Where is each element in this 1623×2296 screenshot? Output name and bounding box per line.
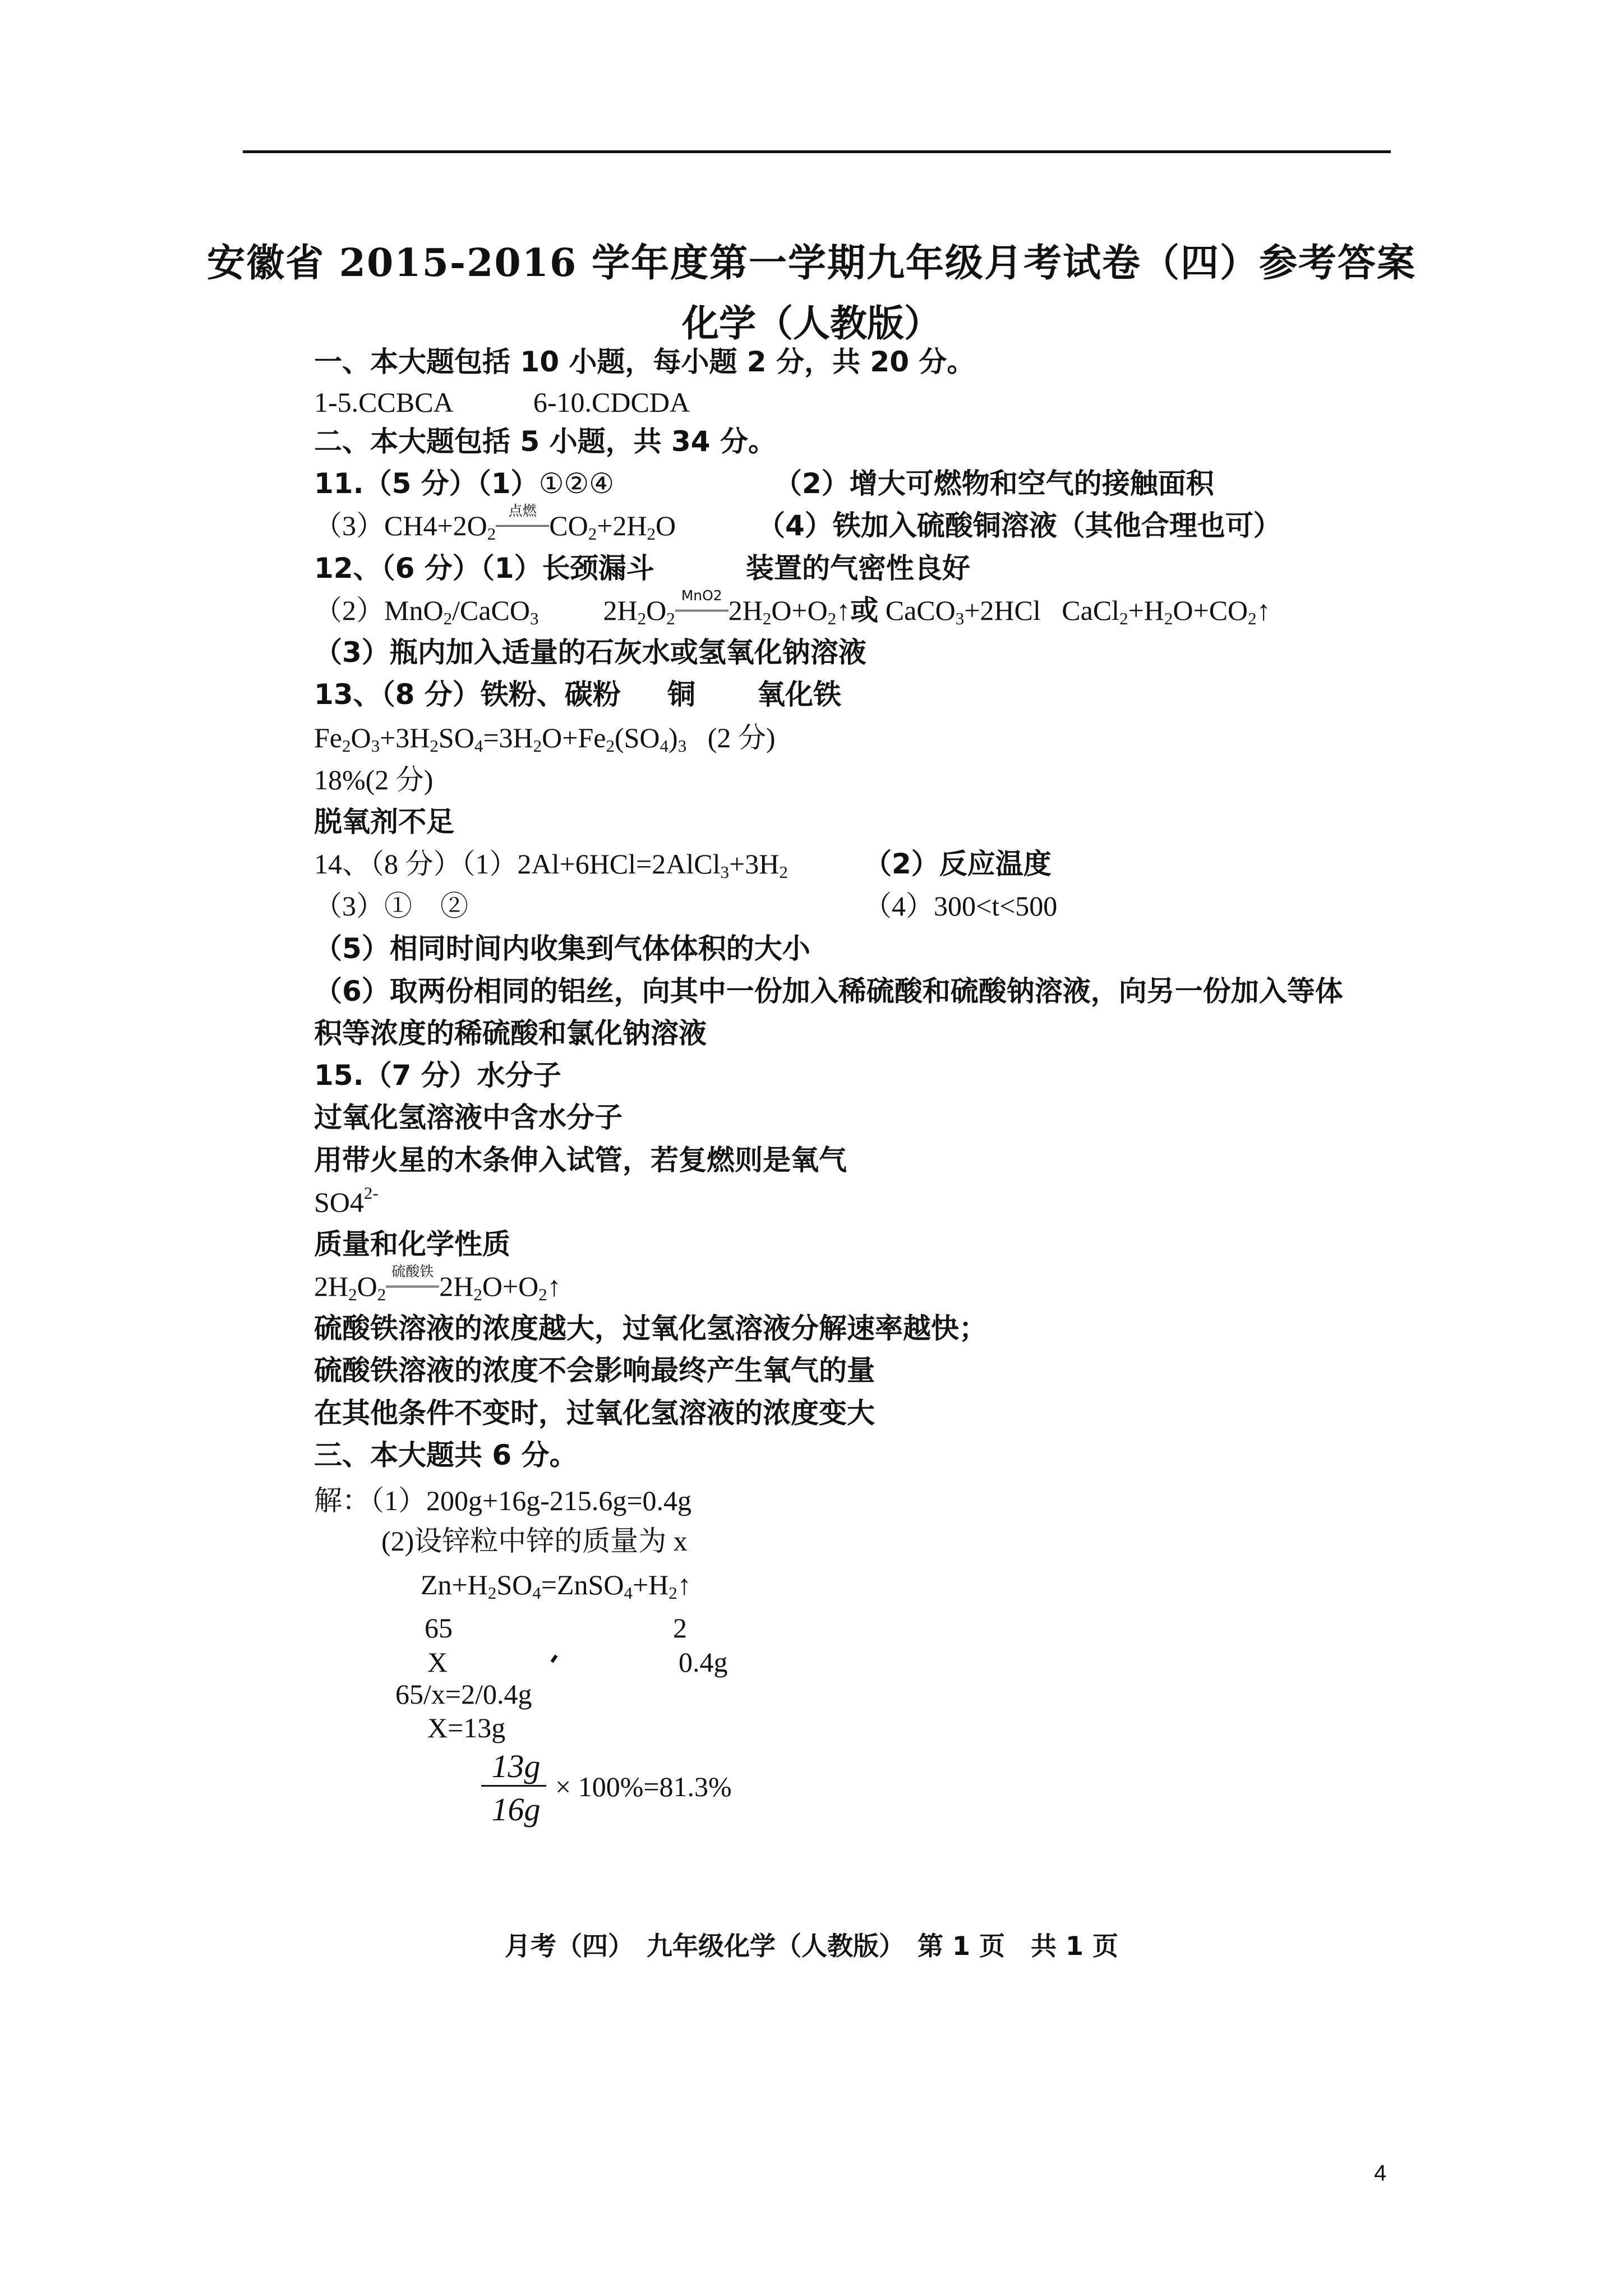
q11-equation: $(3)CH4+2O_2$ 点燃 $CO_2+2H_2O$ — [314, 503, 676, 544]
ratio-04: 0.4g — [679, 1646, 728, 1678]
fraction-denominator: 16g — [491, 1791, 541, 1828]
x-value: X=13g — [427, 1712, 506, 1743]
q12-part1b: 装置的气密性良好 — [746, 552, 970, 585]
q14-part2: （2）反应温度 — [864, 848, 1052, 880]
q11-part1: ①②④ — [538, 468, 615, 499]
q13-line1: 13、（8 分）铁粉、碳粉 — [314, 678, 621, 711]
q15-line5: 质量和化学性质 — [314, 1228, 510, 1260]
page-title: 安徽省 2015-2016 学年度第一学期九年级月考试卷（四）参考答案 — [206, 241, 1417, 286]
q14-part6b: 积等浓度的稀硫酸和氯化钠溶液 — [314, 1017, 707, 1050]
page-subtitle: 化学（人教版） — [682, 301, 941, 345]
q12-line2: （2）MnO$_2$/CaCO$_3$ $2H_2O_2$ MnO2 $2H_2O+O_2↑$或 CaCO$_3$+2HCl $CaCl_2+H_2O+CO_2↑$ — [314, 587, 1271, 628]
q13-percent: 18%(2 分) — [314, 764, 434, 795]
answers-6-10: 6-10.CDCDA — [533, 386, 690, 418]
q15-line1: 15.（7 分）水分子 — [314, 1059, 561, 1092]
q15-line8: 硫酸铁溶液的浓度不会影响最终产生氧气的量 — [314, 1354, 875, 1387]
q11-line1 — [314, 467, 615, 500]
q12-line1: 12、（6 分）（1）长颈漏斗 — [314, 552, 654, 585]
section2-heading: 二、本大题包括 5 小题，共 34 分。 — [314, 425, 776, 458]
top-rule — [243, 150, 1391, 153]
page-number: 4 — [1374, 2161, 1387, 2185]
ratio-x: X — [427, 1646, 448, 1678]
stray-mark — [551, 1655, 558, 1663]
percent-result: × 100%=81.3% — [555, 1771, 732, 1802]
ratio-2: 2 — [673, 1612, 687, 1644]
q11-label: 11.（5 分）（1） — [314, 467, 539, 500]
q11-part4: （4）铁加入硫酸铜溶液（其他合理也可） — [757, 509, 1281, 542]
section1-heading: 一、本大题包括 10 小题，每小题 2 分，共 20 分。 — [314, 346, 975, 378]
q14-part4: （4）300<t<500 — [864, 890, 1058, 922]
q15-line7: 硫酸铁溶液的浓度越大，过氧化氢溶液分解速率越快； — [314, 1312, 987, 1345]
section3-step1: 解：（1）200g+16g-215.6g=0.4g — [314, 1485, 692, 1516]
condition-ignite: 点燃 — [496, 512, 549, 540]
q15-line4: $SO4^{2-}$ — [314, 1182, 379, 1218]
ratio-65: 65 — [425, 1612, 453, 1644]
q14-line1: 14、（8 分）$(1)2Al+6HCl=2AlCl_3+3H_2$ — [314, 848, 788, 882]
q15-line3: 用带火星的木条伸入试管，若复燃则是氧气 — [314, 1144, 847, 1176]
ratio-equation: 65/x=2/0.4g — [395, 1678, 532, 1710]
q14-part5: （5）相同时间内收集到气体体积的大小 — [314, 932, 810, 965]
fraction-bar — [481, 1785, 546, 1787]
q14-part6a: （6）取两份相同的铝丝，向其中一份加入稀硫酸和硫酸钠溶液，向另一份加入等体 — [314, 975, 1343, 1007]
q15-line9: 在其他条件不变时，过氧化氢溶液的浓度变大 — [314, 1397, 875, 1429]
section1-answers — [314, 388, 690, 416]
fraction-numerator: 13g — [491, 1748, 541, 1784]
section3-heading: 三、本大题共 6 分。 — [314, 1439, 578, 1471]
condition-catalyst: MnO2 — [675, 596, 728, 624]
q13-iron-oxide: 氧化铁 — [757, 678, 841, 711]
q13-equation: $Fe_2O_3+3H_2SO_4=3H_2O+Fe_2(SO_4)_3$ (2 分) — [314, 722, 776, 756]
q13-copper: 铜 — [667, 678, 695, 711]
q15-equation: $2H_2O_2$ 硫酸铁 $2H_2O+O_2↑$ — [314, 1263, 561, 1304]
page-footer: 月考（四） 九年级化学（人教版） 第 1 页 共 1 页 — [504, 1931, 1119, 1961]
condition-ferric-sulfate: 硫酸铁 — [386, 1272, 439, 1300]
zinc-equation: $Zn+H_2SO_4=ZnSO_4+H_2↑$ — [421, 1569, 691, 1603]
q12-part3: （3）瓶内加入适量的石灰水或氢氧化钠溶液 — [314, 636, 866, 669]
section3-step2: (2)设锌粒中锌的质量为 x — [381, 1525, 688, 1557]
answers-1-5: 1-5.CCBCA — [314, 386, 452, 418]
q14-part3: （3）① ② — [314, 890, 468, 922]
q13-last: 脱氧剂不足 — [314, 806, 454, 838]
q11-part2: （2）增大可燃物和空气的接触面积 — [774, 467, 1214, 500]
q15-line2: 过氧化氢溶液中含水分子 — [314, 1101, 623, 1134]
